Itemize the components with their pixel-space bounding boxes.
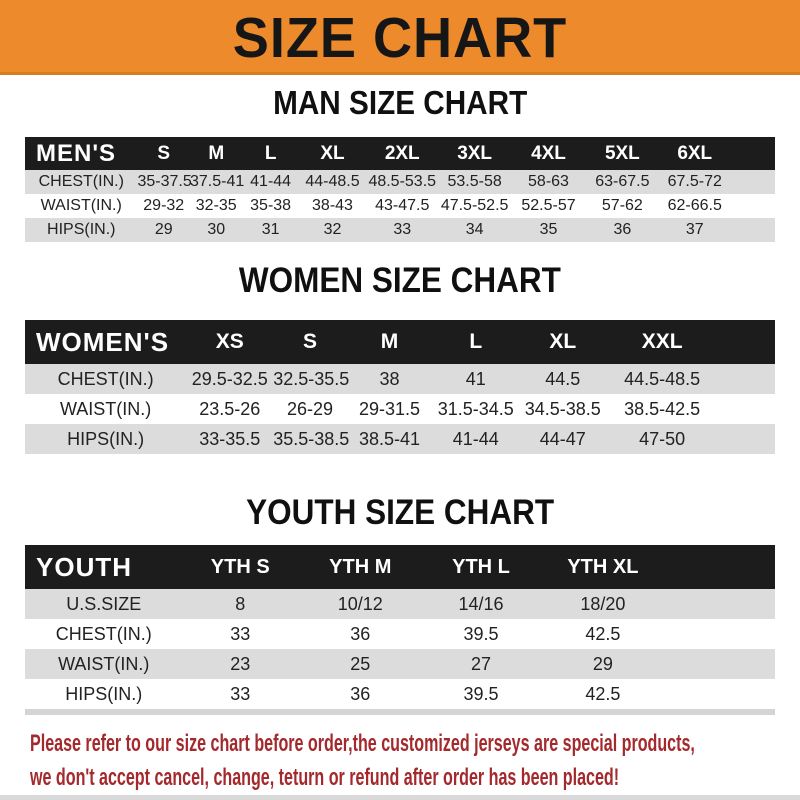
size-value: 32.5-35.5: [273, 368, 350, 389]
column-header: 5XL: [586, 137, 659, 170]
size-value: 57-62: [601, 197, 643, 214]
size-value: 29.5-32.5: [191, 368, 268, 389]
column-header: L: [243, 137, 299, 170]
size-value: 31.5-34.5: [437, 398, 514, 419]
size-value: 42.5: [585, 683, 621, 704]
cell-filler: [666, 649, 775, 679]
size-value: 27: [470, 653, 492, 674]
size-value: 29-32: [143, 197, 185, 214]
size-value: 44-47: [539, 428, 586, 449]
column-header: YTH S: [183, 545, 299, 589]
size-value: 44-48.5: [305, 173, 360, 190]
table-row: [25, 218, 775, 242]
size-value: 35.5-38.5: [273, 428, 350, 449]
women-header-row: [25, 320, 775, 364]
size-value: 38.5-41: [358, 428, 421, 449]
banner: [0, 0, 800, 75]
page-title: SIZE CHART: [232, 5, 568, 70]
cell-filler: [718, 364, 775, 394]
women-section-heading-text: WOMEN SIZE CHART: [238, 261, 561, 300]
women-table-label: WOMEN'S: [25, 320, 186, 364]
size-value: 39.5: [463, 623, 499, 644]
size-value: 53.5-58: [447, 173, 502, 190]
size-value: 67.5-72: [667, 173, 722, 190]
size-value: 32: [323, 221, 342, 238]
man-section-heading: [0, 84, 800, 122]
table-row: [25, 589, 775, 619]
size-value: 35-37.5: [137, 173, 192, 190]
women-section-heading: [0, 261, 800, 301]
size-value: 29-31.5: [358, 398, 421, 419]
size-value: 23.5-26: [199, 398, 261, 419]
row-label: U.S.SIZE: [66, 593, 142, 614]
table-row: [25, 364, 775, 394]
youth-table-label: YOUTH: [25, 545, 183, 589]
column-header: S: [273, 320, 347, 364]
size-value: 30: [207, 221, 226, 238]
footer-note-line2: [30, 761, 790, 795]
size-value: 26-29: [286, 398, 334, 419]
row-label: HIPS(IN.): [67, 428, 145, 449]
size-value: 38-43: [312, 197, 353, 214]
column-header: 3XL: [438, 137, 511, 170]
size-value: 41-44: [452, 428, 499, 449]
size-value: 62-66.5: [667, 197, 722, 214]
row-label: WAIST(IN.): [40, 197, 122, 214]
size-value: 47-50: [639, 428, 686, 449]
table-row: [25, 679, 775, 709]
cell-filler: [718, 394, 775, 424]
size-value: 18/20: [580, 593, 626, 614]
footer-note-line1-text: Please refer to our size chart before order,the customized jerseys are special products,: [30, 730, 695, 757]
men-table-label: MEN'S: [25, 137, 138, 170]
size-value: 35-38: [250, 197, 292, 214]
size-value: 38: [379, 368, 400, 389]
table-row: [25, 649, 775, 679]
header-filler: [731, 137, 775, 170]
size-value: 29: [154, 221, 173, 238]
man-section-heading-text: MAN SIZE CHART: [272, 84, 528, 121]
column-header: XXL: [606, 320, 718, 364]
size-value: 37.5-41: [190, 173, 245, 190]
size-value: 32-35: [195, 197, 237, 214]
row-label: WAIST(IN.): [59, 398, 152, 419]
size-value: 41: [465, 368, 486, 389]
size-value: 31: [261, 221, 280, 238]
size-value: 33: [393, 221, 412, 238]
table-row: [25, 619, 775, 649]
men-header-row: [25, 137, 775, 170]
cell-filler: [731, 170, 775, 194]
size-value: 39.5: [463, 683, 499, 704]
youth-size-table: [25, 545, 775, 709]
size-value: 47.5-52.5: [440, 197, 509, 214]
row-label: WAIST(IN.): [58, 653, 150, 674]
row-label: CHEST(IN.): [38, 173, 124, 190]
size-value: 35: [539, 221, 558, 238]
row-label: HIPS(IN.): [47, 221, 116, 238]
size-value: 36: [613, 221, 632, 238]
column-header: 2XL: [366, 137, 438, 170]
footer-note-line2-text: we don't accept cancel, change, teturn or refund after order has been placed!: [30, 764, 620, 791]
size-value: 36: [350, 623, 371, 644]
table-row: [25, 194, 775, 218]
column-header: S: [138, 137, 191, 170]
youth-section-heading: [0, 493, 800, 533]
size-value: 43-47.5: [375, 197, 430, 214]
size-value: 38.5-42.5: [624, 398, 701, 419]
size-value: 29: [592, 653, 613, 674]
column-header: 4XL: [511, 137, 586, 170]
size-value: 48.5-53.5: [368, 173, 437, 190]
cell-filler: [666, 619, 775, 649]
size-value: 44.5-48.5: [624, 368, 701, 389]
column-header: XL: [519, 320, 606, 364]
column-header: XL: [299, 137, 367, 170]
size-value: 10/12: [337, 593, 383, 614]
cell-filler: [666, 589, 775, 619]
size-value: 25: [350, 653, 371, 674]
column-header: YTH M: [298, 545, 423, 589]
size-value: 33: [230, 623, 251, 644]
header-filler: [718, 320, 775, 364]
women-size-table: [25, 320, 775, 454]
size-value: 14/16: [458, 593, 504, 614]
size-value: 63-67.5: [595, 173, 650, 190]
table-row: [25, 424, 775, 454]
size-value: 33: [230, 683, 251, 704]
row-label: HIPS(IN.): [65, 683, 143, 704]
youth-section-heading-text: YOUTH SIZE CHART: [245, 493, 554, 532]
size-value: 33-35.5: [199, 428, 261, 449]
footer-note-line1: [30, 727, 790, 761]
size-value: 41-44: [250, 173, 292, 190]
size-value: 58-63: [528, 173, 569, 190]
column-header: YTH XL: [540, 545, 667, 589]
column-header: 6XL: [659, 137, 731, 170]
size-value: 34.5-38.5: [524, 398, 601, 419]
header-filler: [666, 545, 775, 589]
size-value: 44.5: [545, 368, 581, 389]
bottom-edge-strip: [0, 795, 800, 800]
column-header: M: [347, 320, 433, 364]
size-value: 36: [350, 683, 371, 704]
size-value: 8: [235, 593, 246, 614]
size-value: 34: [465, 221, 484, 238]
cell-filler: [718, 424, 775, 454]
youth-header-row: [25, 545, 775, 589]
table-row: [25, 170, 775, 194]
row-label: CHEST(IN.): [57, 368, 154, 389]
table-row: [25, 394, 775, 424]
column-header: YTH L: [423, 545, 540, 589]
cell-filler: [666, 679, 775, 709]
column-header: M: [190, 137, 243, 170]
column-header: L: [432, 320, 519, 364]
row-label: CHEST(IN.): [55, 623, 152, 644]
size-value: 23: [230, 653, 251, 674]
size-value: 52.5-57: [521, 197, 576, 214]
size-value: 42.5: [585, 623, 621, 644]
men-size-table: [25, 137, 775, 242]
youth-table-bottom-edge: [25, 709, 775, 715]
size-value: 37: [685, 221, 704, 238]
column-header: XS: [186, 320, 273, 364]
cell-filler: [731, 194, 775, 218]
footer-note: [30, 727, 790, 795]
cell-filler: [731, 218, 775, 242]
